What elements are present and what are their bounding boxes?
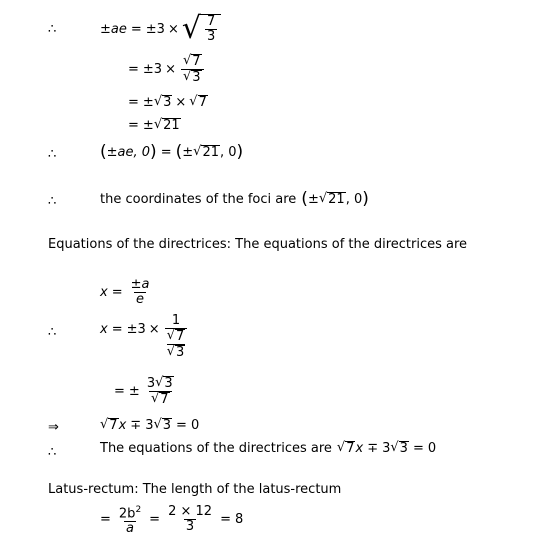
therefore-symbol: ∴: [48, 445, 57, 460]
therefore-symbol: ∴: [48, 325, 57, 340]
therefore-symbol: ∴: [48, 194, 57, 209]
eq-step2: = ±3 × √ 7 √ 3: [128, 54, 206, 85]
directrix-eq2: x = ±3 × 1 √ 7 √ 3: [100, 314, 189, 360]
implies-symbol: ⇒: [48, 420, 59, 435]
lhs-ae: ±ae: [100, 21, 127, 37]
eq-ae: ±ae = ±3 × √ $\frac{7}{3}$: [100, 14, 221, 44]
directrix-eq3: = ± 3 √ 3 √ 7: [114, 375, 173, 407]
sqrt-seven-thirds: √ $\frac{7}{3}$: [182, 14, 221, 44]
foci-equation: ( ±ae, 0 ) = ( ± √ 21 , 0 ): [100, 142, 244, 162]
therefore-symbol: ∴: [48, 22, 57, 37]
directrices-statement: The equations of the directrices are √ 7 x ∓ 3 √ 3 = 0: [100, 440, 437, 456]
directrices-intro: Equations of the directrices: The equations of the directrices are: [48, 237, 468, 252]
therefore-symbol: ∴: [48, 147, 57, 162]
eq-step3: = ± √ 3 × √ 7: [128, 94, 207, 110]
foci-statement: the coordinates of the foci are ( ± √ 21 , 0 ): [100, 189, 369, 209]
directrix-eq4: √ 7 x ∓ 3 √ 3 = 0: [100, 417, 200, 433]
latus-rectum-eq: = $\frac{2b^2}{a}$ = $\frac{2 \times 12}{3}$ = 8: [100, 504, 244, 537]
directrix-eq1: x = $\frac{\pm a}{e}$: [100, 277, 150, 307]
eq-step4: = ± √ 21: [128, 117, 180, 133]
latus-rectum-intro: Latus-rectum: The length of the latus-rectum: [48, 482, 342, 497]
